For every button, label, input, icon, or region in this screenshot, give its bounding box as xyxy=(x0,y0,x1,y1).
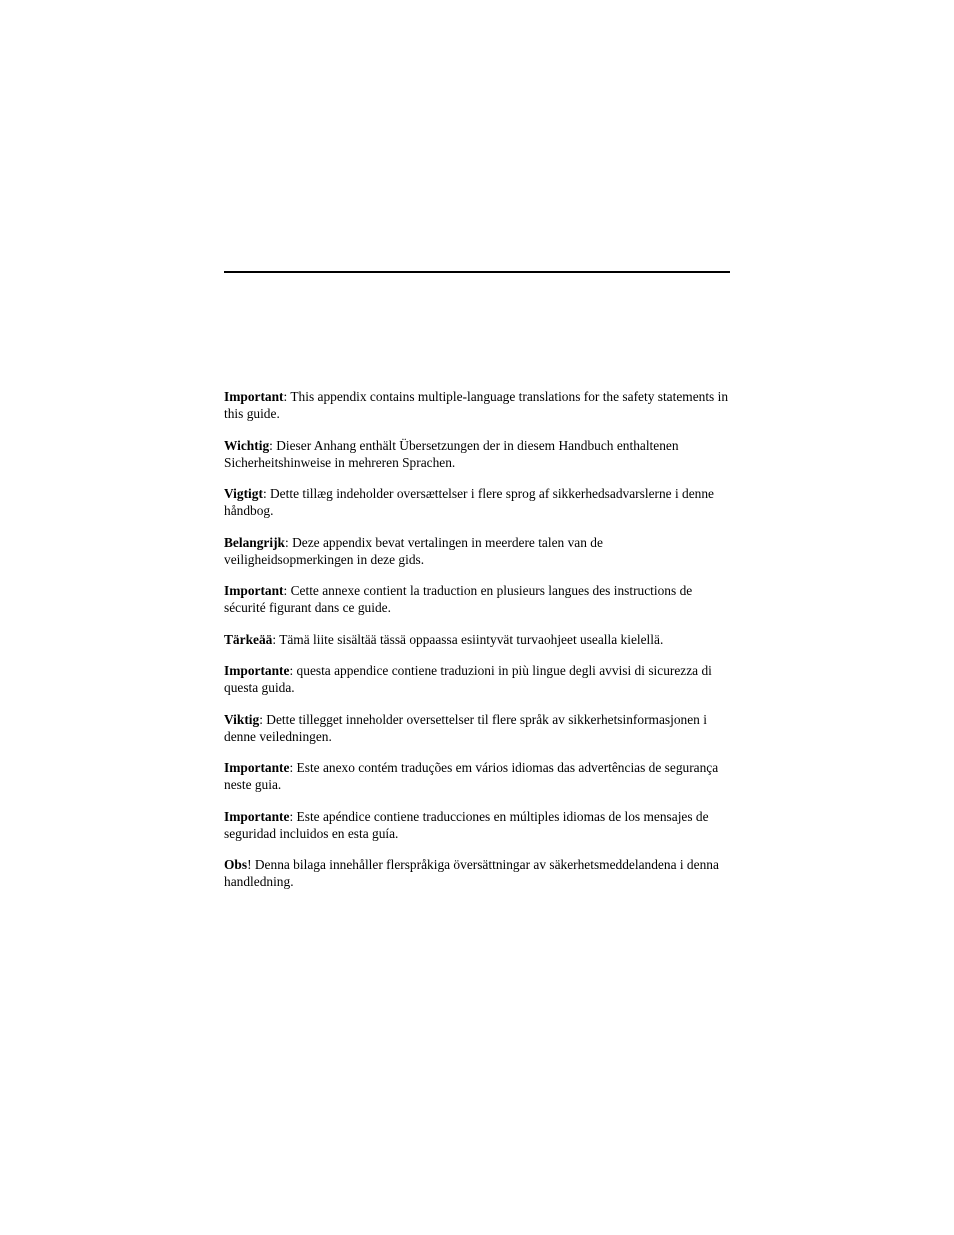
note-italian xyxy=(224,662,734,696)
note-separator: ! xyxy=(247,857,255,872)
note-portuguese xyxy=(224,759,734,793)
note-label: Important xyxy=(224,389,284,404)
note-text: Dette tillæg indeholder oversættelser i flere sprog af sikkerhedsadvarslerne i denne håndbog. xyxy=(224,486,714,518)
note-text: Dieser Anhang enthält Übersetzungen der in diesem Handbuch enthaltenen Sicherheitshinweise in mehreren Sprachen. xyxy=(224,437,679,470)
note-french xyxy=(224,582,734,616)
note-text: Tämä liite sisältää tässä oppaassa esiintyvät turvaohjeet usealla kielellä. xyxy=(279,631,664,647)
note-label: Obs xyxy=(224,857,248,872)
note-separator: : xyxy=(259,711,267,727)
note-separator: : xyxy=(272,631,280,647)
note-separator: : xyxy=(262,486,271,501)
note-label: Tärkeää xyxy=(224,631,273,647)
note-separator: : xyxy=(283,583,291,598)
note-separator: : xyxy=(285,534,293,550)
note-label: Belangrijk xyxy=(224,534,286,550)
note-separator: : xyxy=(289,663,297,678)
note-text: Cette annexe contient la traduction en plusieurs langues des instructions de sécurité figurant dans ce guide. xyxy=(224,583,693,615)
note-english xyxy=(224,388,734,422)
note-text: questa appendice contiene traduzioni in più lingue degli avvisi di sicurezza di questa guida. xyxy=(224,663,712,695)
note-label: Important xyxy=(224,583,284,598)
note-label: Importante xyxy=(224,663,290,678)
note-separator: : xyxy=(289,760,297,775)
note-label: Viktig xyxy=(224,711,260,727)
note-text: This appendix contains multiple-language translations for the safety statements in this guide. xyxy=(224,389,729,421)
safety-notes-list xyxy=(224,388,734,905)
note-separator: : xyxy=(289,808,297,824)
note-separator: : xyxy=(269,437,277,453)
note-finnish xyxy=(224,631,734,648)
note-label: Importante xyxy=(224,760,290,775)
note-spanish xyxy=(224,808,734,842)
note-text: Este anexo contém traduções em vários idiomas das advertências de segurança neste guia. xyxy=(224,760,719,792)
note-separator: : xyxy=(283,389,291,404)
note-text: Dette tillegget inneholder oversettelser til flere språk av sikkerhetsinformasjonen i denne veiledningen. xyxy=(224,711,707,744)
note-text: Deze appendix bevat vertalingen in meerdere talen van de veiligheidsopmerkingen in deze gids. xyxy=(224,534,603,567)
note-label: Wichtig xyxy=(224,437,270,453)
note-label: Vigtigt xyxy=(224,486,263,501)
note-text: Este apéndice contiene traducciones en múltiples idiomas de los mensajes de seguridad incluidos en esta guía. xyxy=(224,808,709,841)
note-norwegian xyxy=(224,711,734,745)
note-dutch xyxy=(224,534,734,568)
note-label: Importante xyxy=(224,808,290,824)
note-german xyxy=(224,437,734,471)
note-swedish xyxy=(224,856,734,890)
header-rule xyxy=(224,271,730,273)
note-text: Denna bilaga innehåller flerspråkiga översättningar av säkerhetsmeddelandena i denna handledning. xyxy=(224,857,719,889)
note-danish xyxy=(224,485,734,519)
